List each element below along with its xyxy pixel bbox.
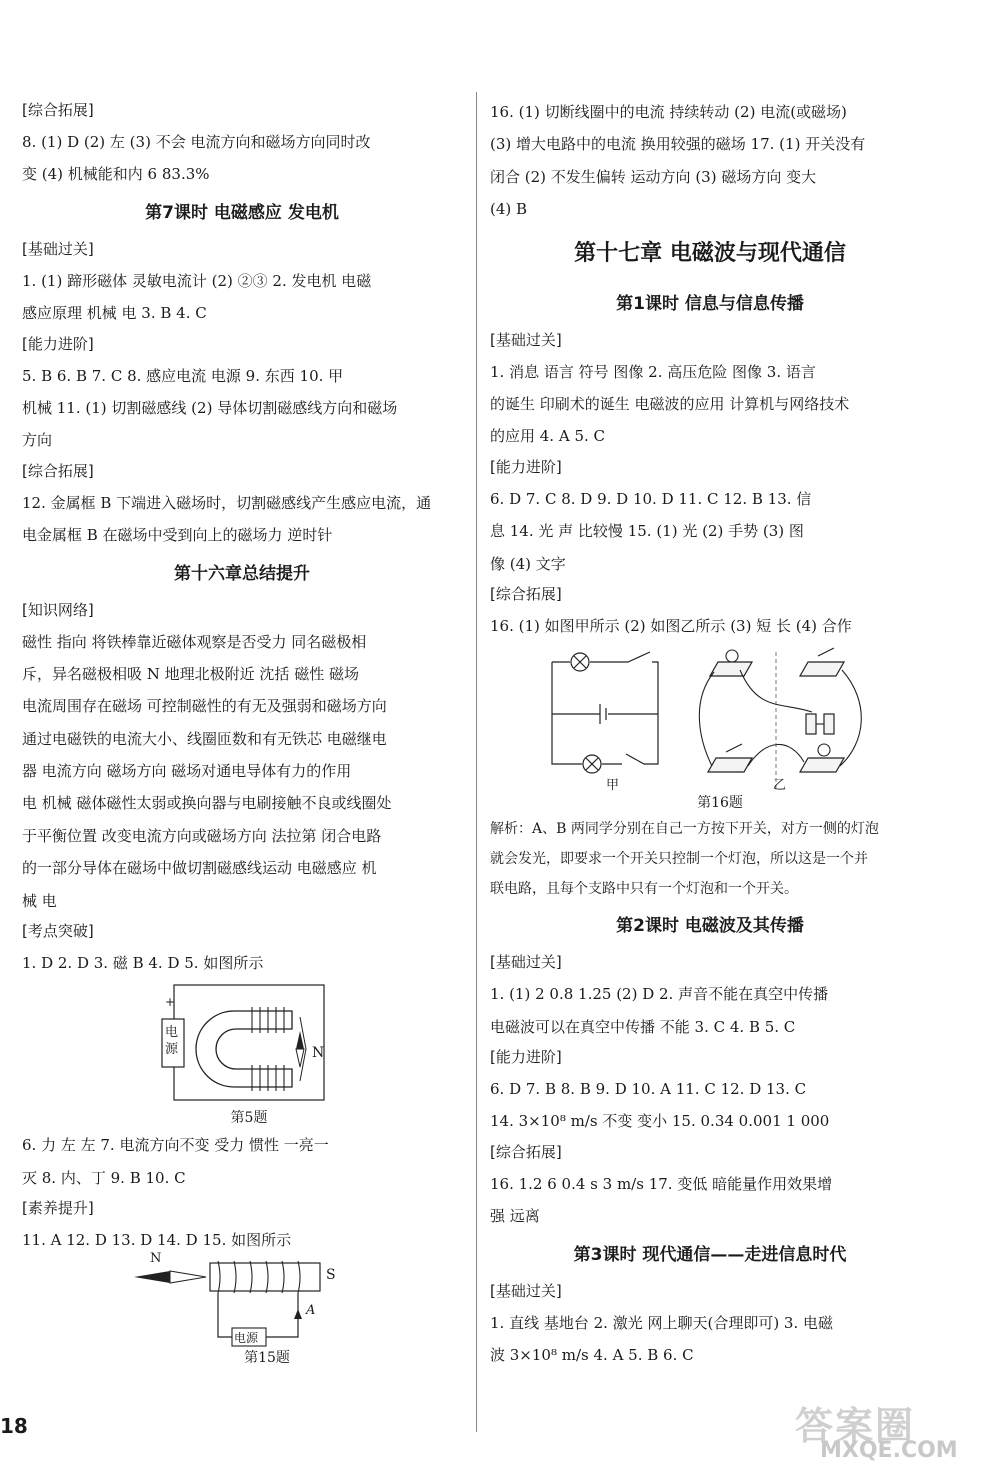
- answer-line: 通过电磁铁的电流大小、线圈匝数和有无铁芯 电磁继电: [22, 729, 387, 748]
- answer-line: 8. (1) D (2) 左 (3) 不会 电流方向和磁场方向同时改: [22, 133, 371, 151]
- answer-line: 11. A 12. D 13. D 14. D 15. 如图所示: [22, 1231, 292, 1250]
- answer-line: 电流周围存在磁场 可控制磁性的有无及强弱和磁场方向: [22, 697, 387, 716]
- figure-q15: [22, 1250, 462, 1367]
- section-label: [基础过关]: [490, 1281, 562, 1300]
- answer-line: 1. D 2. D 3. 磁 B 4. D 5. 如图所示: [22, 954, 264, 973]
- column-divider: [476, 92, 477, 1432]
- answer-line: 变 (4) 机械能和内 6 83.3%: [22, 165, 210, 184]
- lesson-heading: 第7课时 电磁感应 发电机: [145, 202, 339, 223]
- answer-line: 1. 消息 语言 符号 图像 2. 高压危险 图像 3. 语言: [490, 362, 816, 381]
- section-label: [基础过关]: [490, 330, 562, 349]
- lesson-heading: 第2课时 电磁波及其传播: [616, 916, 804, 937]
- chapter-heading: 第十七章 电磁波与现代通信: [574, 240, 846, 266]
- answer-line: 息 14. 光 声 比较慢 15. (1) 光 (2) 手势 (3) 图: [490, 522, 804, 541]
- section-label: [综合拓展]: [490, 1142, 562, 1161]
- answer-line: 灭 8. 内、丁 9. B 10. C: [22, 1168, 186, 1187]
- section-label: [考点突破]: [22, 922, 94, 941]
- answer-line: 6. 力 左 左 7. 电流方向不变 受力 惯性 一亮一: [22, 1136, 329, 1155]
- answer-line: 5. B 6. B 7. C 8. 感应电流 电源 9. 东西 10. 甲: [22, 366, 344, 385]
- answer-line: 波 3×10⁸ m/s 4. A 5. B 6. C: [490, 1346, 694, 1365]
- answer-line: 6. D 7. B 8. B 9. D 10. A 11. C 12. D 13. C: [490, 1080, 807, 1099]
- answer-line: 方向: [22, 431, 53, 450]
- power-label: 电源: [234, 1330, 259, 1345]
- section-label: [知识网络]: [22, 600, 94, 619]
- answer-line: 的诞生 印刷术的诞生 电磁波的应用 计算机与网络技术: [490, 394, 850, 413]
- answer-line: 电 机械 磁体磁性太弱或换向器与电刷接触不良或线圈处: [22, 794, 392, 813]
- answer-line: 器 电流方向 磁场方向 磁场对通电导体有力的作用: [22, 762, 352, 781]
- figure-caption: 第16题: [697, 795, 743, 812]
- answer-line: 电磁波可以在真空中传播 不能 3. C 4. B 5. C: [490, 1017, 796, 1036]
- lesson-heading: 第3课时 现代通信——走进信息时代: [573, 1244, 847, 1265]
- page-number: 18: [0, 1414, 28, 1438]
- north-label: N: [312, 1045, 325, 1062]
- answer-line: 14. 3×10⁸ m/s 不变 变小 15. 0.34 0.001 1 000: [490, 1112, 830, 1131]
- watermark-logo: 答案圈: [795, 1404, 916, 1448]
- north-label: N: [150, 1250, 162, 1266]
- section-label: [素养提升]: [22, 1199, 94, 1218]
- section-label: [基础过关]: [22, 239, 94, 258]
- answer-line: 机械 11. (1) 切割磁感线 (2) 导体切割磁感线方向和磁场: [22, 398, 398, 417]
- answer-line: 感应原理 机械 电 3. B 4. C: [22, 304, 207, 323]
- left-column: [22, 96, 462, 1367]
- answer-line: 12. 金属框 B 下端进入磁场时，切割磁感线产生感应电流，通: [22, 493, 432, 512]
- section-label: [基础过关]: [490, 953, 562, 972]
- figure-caption: 第5题: [230, 1110, 268, 1127]
- answer-line: 于平衡位置 改变电流方向或磁场方向 法拉第 闭合电路: [22, 826, 382, 845]
- answer-line: (3) 增大电路中的电流 换用较强的磁场 17. (1) 开关没有: [490, 135, 866, 154]
- answer-line: 像 (4) 文字: [490, 554, 566, 573]
- figure-label-yi: 乙: [773, 778, 787, 794]
- answer-line: 1. 直线 基地台 2. 激光 网上聊天(合理即可) 3. 电磁: [490, 1313, 834, 1332]
- answer-line: 16. 1.2 6 0.4 s 3 m/s 17. 变低 暗能量作用效果增: [490, 1174, 833, 1193]
- answer-line: 的一部分导体在磁场中做切割磁感线运动 电磁感应 机: [22, 859, 377, 878]
- summary-heading: 第十六章总结提升: [174, 563, 310, 584]
- figure-caption: 第15题: [244, 1349, 290, 1366]
- current-label: A: [306, 1302, 316, 1318]
- section-label: [综合拓展]: [22, 461, 94, 480]
- power-label: 电源: [165, 1025, 179, 1058]
- lesson-heading: 第1课时 信息与信息传播: [616, 293, 804, 314]
- answer-line: 磁性 指向 将铁棒靠近磁体观察是否受力 同名磁极相: [22, 632, 367, 651]
- answer-line: 强 远离: [490, 1207, 540, 1226]
- answer-line: 1. (1) 蹄形磁体 灵敏电流计 (2) ②③ 2. 发电机 电磁: [22, 271, 372, 290]
- electromagnet-diagram: [22, 979, 462, 1109]
- watermark-url: MXQE.COM: [820, 1438, 958, 1463]
- figure-q16: [490, 642, 930, 814]
- answer-line: 6. D 7. C 8. D 9. D 10. D 11. C 12. B 13. 信: [490, 489, 812, 508]
- section-label: [能力进阶]: [22, 334, 94, 353]
- section-label: [能力进阶]: [490, 457, 562, 476]
- solution-line: 解析：A、B 两同学分别在自己一方按下开关，对方一侧的灯泡: [490, 821, 879, 838]
- answer-line: (4) B: [490, 200, 528, 219]
- answer-line: 电金属框 B 在磁场中受到向上的磁场力 逆时针: [22, 526, 333, 545]
- solution-line: 联电路，且每个支路中只有一个灯泡和一个开关。: [490, 881, 798, 898]
- answer-line: 的应用 4. A 5. C: [490, 427, 606, 446]
- figure-q5: [22, 979, 462, 1129]
- answer-line: 1. (1) 2 0.8 1.25 (2) D 2. 声音不能在真空中传播: [490, 985, 829, 1004]
- parallel-circuit-diagram: [490, 642, 930, 792]
- answer-line: 斥，异名磁极相吸 N 地理北极附近 沈括 磁性 磁场: [22, 664, 359, 683]
- plus-label: +: [165, 995, 176, 1010]
- right-column: [490, 96, 930, 1371]
- answer-line: 16. (1) 如图甲所示 (2) 如图乙所示 (3) 短 长 (4) 合作: [490, 616, 852, 635]
- section-label: [能力进阶]: [490, 1048, 562, 1067]
- solution-line: 就会发光，即要求一个开关只控制一个灯泡，所以这是一个并: [490, 851, 868, 868]
- answer-line: 闭合 (2) 不发生偏转 运动方向 (3) 磁场方向 变大: [490, 167, 817, 186]
- answer-line: 械 电: [22, 891, 57, 910]
- section-label: [综合拓展]: [490, 584, 562, 603]
- south-label: S: [326, 1266, 336, 1283]
- section-label: [综合拓展]: [22, 101, 94, 119]
- figure-label-jia: 甲: [606, 778, 620, 794]
- answer-line: 16. (1) 切断线圈中的电流 持续转动 (2) 电流(或磁场): [490, 103, 847, 121]
